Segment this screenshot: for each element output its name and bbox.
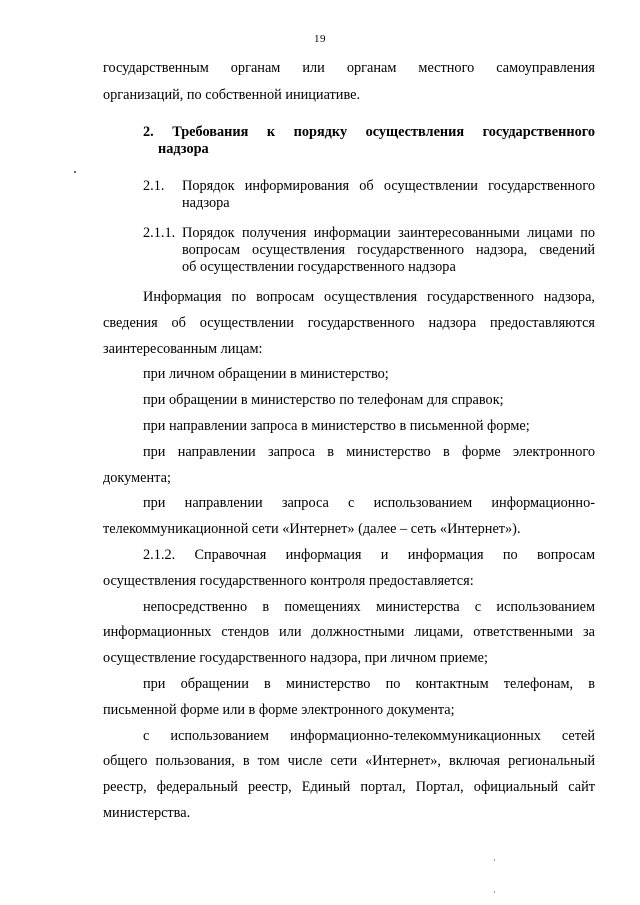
- text-line: при направлении запроса в министерство в письменной форме;: [143, 418, 530, 434]
- text-line: информационных стендов или должностными лицами, ответственными за: [103, 624, 595, 640]
- text-line: государственным органам или органам местного самоуправления: [103, 60, 595, 76]
- text-line: осуществление государственного надзора, при личном приеме;: [103, 650, 488, 666]
- text-line: реестр, федеральный реестр, Единый портал, Портал, официальный сайт: [103, 779, 595, 795]
- text-line: письменной форме или в форме электронного документа;: [103, 702, 455, 718]
- subsection-title: Порядок информирования об осуществлении государственного: [182, 178, 595, 194]
- subsection-title-cont: вопросам осуществления государственного надзора, сведений: [182, 242, 595, 258]
- subsection-number: 2.1.: [143, 178, 165, 194]
- section-heading-cont: надзора: [158, 141, 209, 157]
- text-line: Информация по вопросам осуществления государственного надзора,: [143, 289, 595, 305]
- text-line: 2.1.2. Справочная информация и информация по вопросам: [143, 547, 595, 563]
- scan-speck: [74, 171, 76, 173]
- text-line: при обращении в министерство по телефонам для справок;: [143, 392, 504, 408]
- text-line: при направлении запроса в министерство в форме электронного: [143, 444, 595, 460]
- subsection-number: 2.1.1.: [143, 225, 176, 241]
- scan-speck: [494, 891, 495, 893]
- text-line: общего пользования, в том числе сети «Интернет», включая региональный: [103, 753, 595, 769]
- subsection-title-cont: надзора: [182, 195, 230, 211]
- text-line: документа;: [103, 470, 171, 486]
- text-line: при обращении в министерство по контактным телефонам, в: [143, 676, 595, 692]
- text-line: сведения об осуществлении государственного надзора предоставляются: [103, 315, 595, 331]
- section-heading: 2. Требования к порядку осуществления государственного: [143, 124, 595, 140]
- subsection-title: Порядок получения информации заинтересованными лицами по: [182, 225, 595, 241]
- page-number: 19: [314, 33, 326, 45]
- text-line: непосредственно в помещениях министерства с использованием: [143, 599, 595, 615]
- text-line: телекоммуникационной сети «Интернет» (далее – сеть «Интернет»).: [103, 521, 521, 537]
- text-line: осуществления государственного контроля предоставляется:: [103, 573, 474, 589]
- subsection-title-cont: об осуществлении государственного надзора: [182, 259, 456, 275]
- text-line: заинтересованным лицам:: [103, 341, 263, 357]
- text-line: при личном обращении в министерство;: [143, 366, 389, 382]
- text-line: с использованием информационно-телекоммуникационных сетей: [143, 728, 595, 744]
- scan-speck: [494, 859, 495, 861]
- text-line: министерства.: [103, 805, 191, 821]
- text-line: организаций, по собственной инициативе.: [103, 87, 361, 103]
- text-line: при направлении запроса с использованием информационно-: [143, 495, 595, 511]
